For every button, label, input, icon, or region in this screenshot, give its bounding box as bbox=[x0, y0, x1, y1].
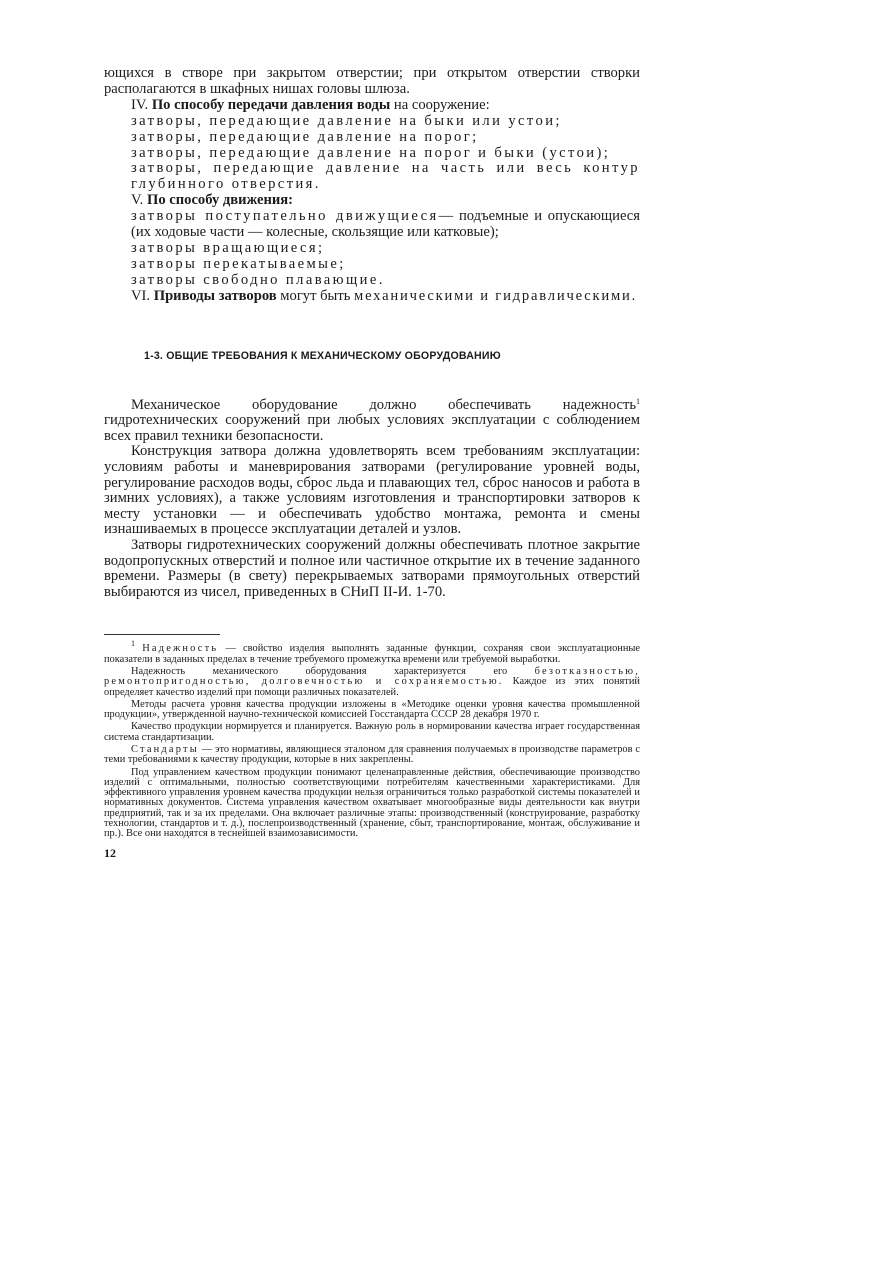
heading-iv-title: По способу передачи давления воды bbox=[151, 96, 391, 113]
footnote: Методы расчета уровня качества продукции изложены в «Методике оценки уровня качества промышленной продукции», утвержденной научно-технической комиссией Госстандарта СССР 28 декабря 1970 г. bbox=[104, 698, 640, 721]
heading-vi-spaced: механическими и гидравлическими. bbox=[354, 287, 638, 304]
list-item: затворы, передающие давление на часть или весь контур глубинного отверстия. bbox=[131, 160, 640, 193]
list-item: затворы свободно плавающие. bbox=[131, 271, 385, 288]
footnote-term: Надежность bbox=[142, 643, 219, 655]
body-text: Механическое оборудование должно обеспечивать надежность bbox=[131, 396, 636, 413]
footnote bbox=[104, 745, 640, 766]
classification-list bbox=[104, 66, 640, 305]
heading-vi bbox=[104, 289, 640, 305]
list-item-spaced: затворы поступательно движущиеся bbox=[131, 208, 439, 225]
footnote-text: Каждое из этих понятий определяет качество изделий при помощи различных показателей. bbox=[104, 676, 640, 698]
heading-v-title: По способу движения: bbox=[146, 192, 294, 209]
list-item: затворы, передающие давление на порог и быки (устои); bbox=[131, 144, 611, 161]
body-paragraph: Конструкция затвора должна удовлетворять всем требованиям эксплуатации: условиям работы и маневрирования затворами (регулирование уровней воды, регулирование расходов воды, сброс льда и плавающих тел, сброс наносов и работа в зимних условиях), а также условиям изготовления и транспортировки затворов к месту установки — и обеспечивать удобство монтажа, ремонта и смены изнашиваемых в процессе эксплуатации деталей и узлов. bbox=[104, 443, 640, 538]
heading-v bbox=[104, 193, 640, 209]
list-item: затворы вращающиеся; bbox=[131, 239, 325, 256]
footnote-term: Стандарты bbox=[131, 743, 199, 755]
footnote-text: — это нормативы, являющиеся эталоном для сравнения получаемых в производстве параметров с теми требованиями к качеству продукции, которые в них закреплены. bbox=[104, 743, 640, 766]
page-number: 12 bbox=[104, 845, 116, 860]
heading-vi-mid: могут быть bbox=[276, 287, 355, 304]
footnote-number: 1 bbox=[131, 639, 135, 649]
list-item: затворы перекатываемые; bbox=[131, 255, 346, 272]
section-heading: 1-3. ОБЩИЕ ТРЕБОВАНИЯ К МЕХАНИЧЕСКОМУ ОБОРУДОВАНИЮ bbox=[144, 349, 501, 362]
heading-vi-title: Приводы затворов bbox=[153, 287, 277, 304]
footnote bbox=[104, 639, 640, 665]
list-item-rest: — подъемные и опускающиеся (их ходовые части — колесные, скользящие или катковые); bbox=[131, 208, 640, 241]
section-body bbox=[104, 398, 640, 601]
body-text: гидротехнических сооружений при любых условиях эксплуатации с соблюдением всех правил техники безопасности. bbox=[104, 412, 640, 444]
list-item: затворы, передающие давление на быки или устои; bbox=[131, 112, 562, 129]
list-item bbox=[104, 209, 640, 241]
heading-v-number: V. bbox=[131, 192, 144, 209]
footnote-term: безотказностью, ремонтопригодностью, долговечностью и сохраняемостью. bbox=[104, 665, 640, 688]
paragraph-continuation: ющихся в створе при закрытом отверстии; при открытом отверстии створки располагаются в шкафных нишах головы шлюза. bbox=[104, 65, 640, 97]
footnotes bbox=[104, 639, 640, 840]
footnote: Под управлением качеством продукции понимают целенаправленные действия, обеспечивающие производство изделий с оптимальными, полностью соответствующими потребителям качественными характеристиками. Для эффективного управления уровнем качества продукции нельзя ограничиться только разработкой системы показателей и нормативных документов. Система управления качеством охватывает многообразные виды деятельности как внутри предприятий, так и за их пределами. Она включает различные этапы: производственный (конструирование, разработку технологии, стандартов и т. д.), послепроизводственный (хранение, сбыт, транспортирование, монтаж, обслуживание и пр.). Все они находятся в теснейшей взаимозависимости. bbox=[104, 766, 640, 840]
heading-vi-number: VI. bbox=[131, 287, 151, 304]
footnote bbox=[104, 667, 640, 698]
body-paragraph bbox=[104, 398, 640, 445]
heading-iv-tail: на сооружение: bbox=[390, 96, 490, 113]
body-paragraph: Затворы гидротехнических сооружений должны обеспечивать плотное закрытие водопропускных отверстий и полное или частичное открытие их в течение заданного времени. Размеры (в свету) перекрываемых затворами прямоугольных отверстий выбираются из чисел, приведенных в СНиП II-И. 1-70. bbox=[104, 536, 640, 600]
heading-iv bbox=[104, 98, 640, 114]
footnote-marker: 1 bbox=[636, 396, 640, 406]
document-page bbox=[104, 66, 640, 861]
list-item: затворы, передающие давление на порог; bbox=[131, 128, 479, 145]
footnote-text: Надежность механического оборудования характеризуется его bbox=[131, 665, 535, 677]
footnote-text: — свойство изделия выполнять заданные функции, сохраняя свои эксплуатационные показатели в заданных пределах в течение требуемого промежутка времени или требуемой выработки. bbox=[104, 643, 640, 665]
heading-iv-number: IV. bbox=[131, 96, 149, 113]
footnote-divider bbox=[104, 634, 220, 635]
footnote: Качество продукции нормируется и планируется. Важную роль в нормировании качества играет государственная система стандартизации. bbox=[104, 721, 640, 743]
